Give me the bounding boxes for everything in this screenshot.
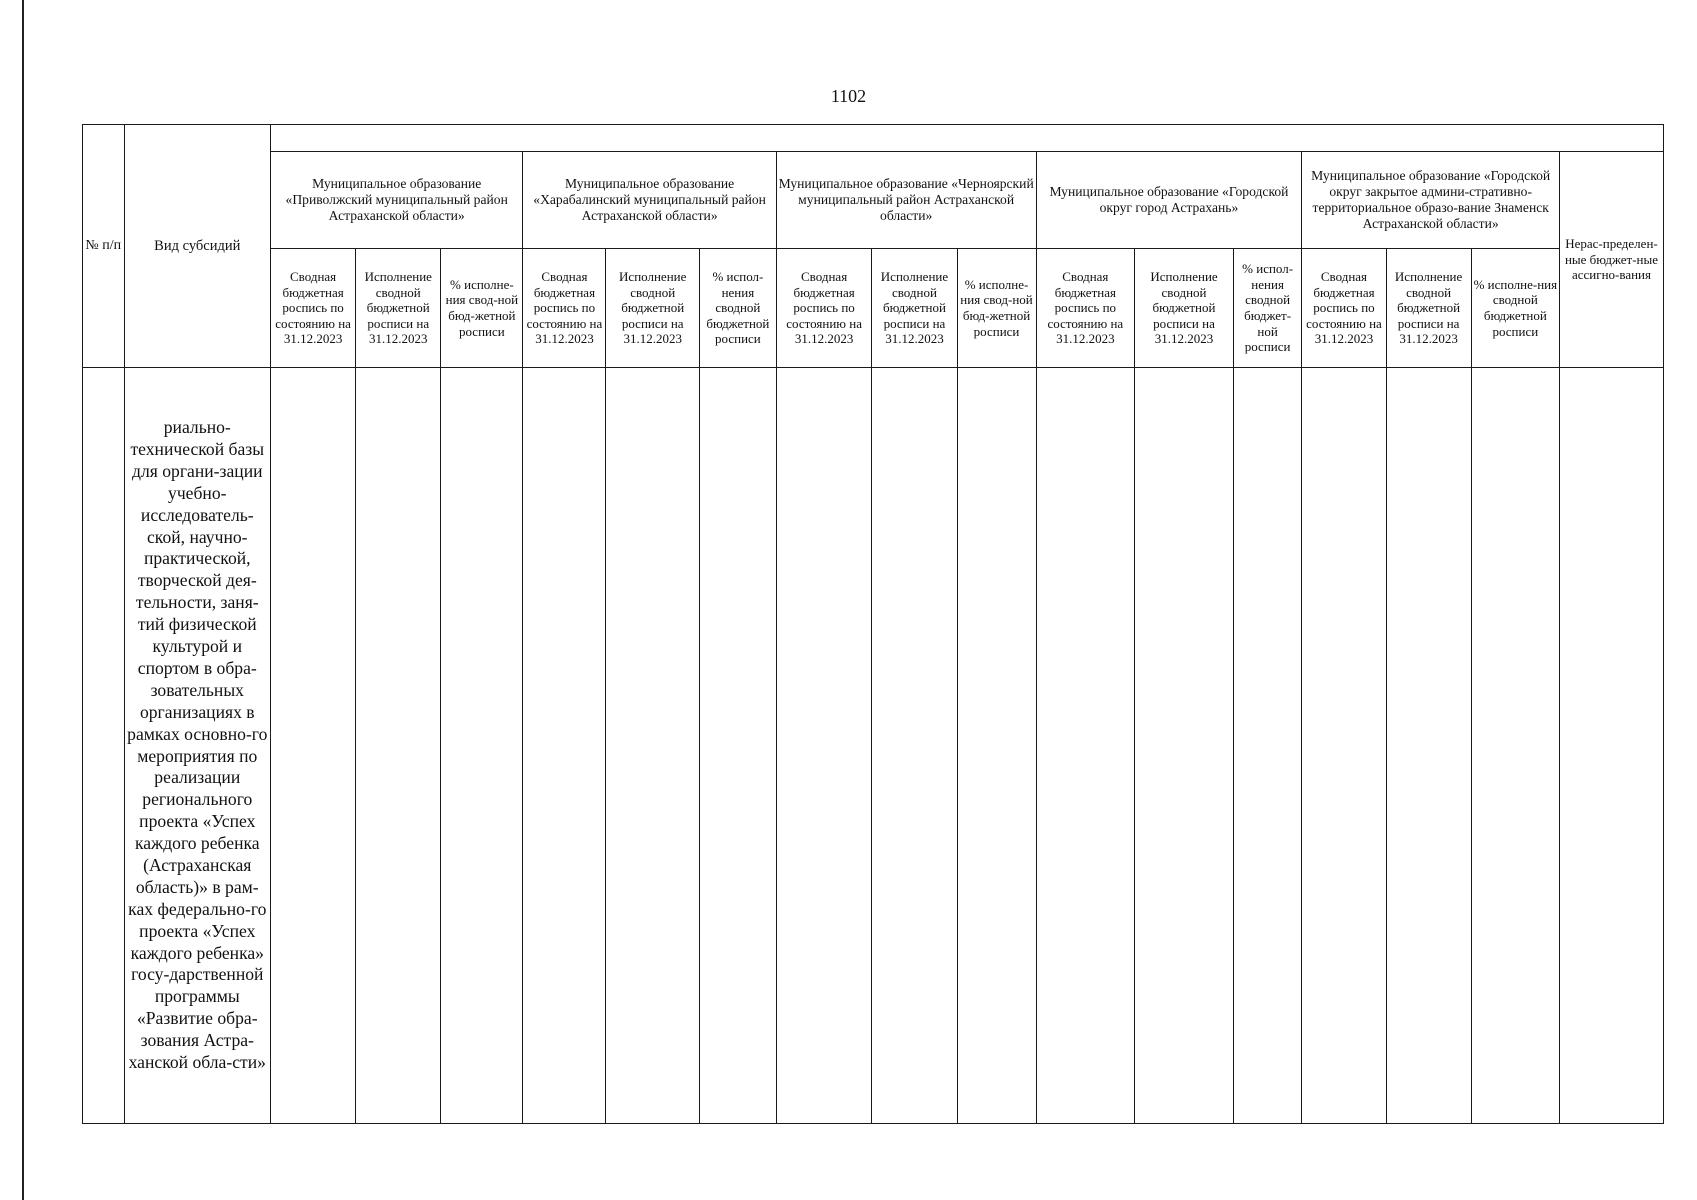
group-header-znamensk: Муниципальное образование «Городской округ закрытое админи-стративно-территориальное образо-вание Знаменск Астраханской области» (1302, 152, 1560, 249)
value-cell (1135, 368, 1234, 1124)
subheader-plan: Сводная бюджетная роспись по состоянию на 31.12.2023 (1036, 249, 1135, 368)
subheader-percent: % исполне-ния сводной бюджетной росписи (1471, 249, 1559, 368)
value-cell (872, 368, 957, 1124)
value-cell (1386, 368, 1471, 1124)
value-cell (776, 368, 872, 1124)
value-cell (1302, 368, 1386, 1124)
group-header-kharabalinsky: Муниципальное образование «Харабалинский муниципальный район Астраханской области» (523, 152, 776, 249)
header-spacer-cell (271, 125, 1664, 152)
value-cell (1036, 368, 1135, 1124)
subheader-percent: % исполне-ния свод-ной бюд-жетной росписи (441, 249, 523, 368)
value-cell (271, 368, 356, 1124)
page-number: 1102 (830, 86, 867, 106)
subheader-execution: Исполнение сводной бюджетной росписи на 31.12.2023 (1386, 249, 1471, 368)
value-cell (606, 368, 699, 1124)
group-header-chernoyarsky: Муниципальное образование «Черноярский муниципальный район Астраханской области» (776, 152, 1036, 249)
subheader-execution: Исполнение сводной бюджетной росписи на 31.12.2023 (606, 249, 699, 368)
value-cell (441, 368, 523, 1124)
col-number-header: № п/п (83, 125, 125, 368)
budget-execution-table (82, 124, 1664, 1124)
value-cell (699, 368, 776, 1124)
subsidy-kind-cell: риально-технической базы для органи-зации учебно-исследователь-ской, научно-практической, творческой дея-тельности, заня-тий физической культурой и спортом в обра-зовательных организациях в рамках основно-го мероприятия по реализации регионального проекта «Успех каждого ребенка (Астраханская область)» в рам-ках федерально-го проекта «Успех каждого ребенка» госу-дарственной программы «Развитие обра-зования Астра-ханской обла-сти» (124, 368, 270, 1124)
value-cell (957, 368, 1036, 1124)
value-cell (1233, 368, 1302, 1124)
scan-edge-line (22, 0, 24, 1200)
subheader-plan: Сводная бюджетная роспись по состоянию на 31.12.2023 (1302, 249, 1386, 368)
value-cell (1471, 368, 1559, 1124)
subheader-percent: % испол-нения сводной бюджетной росписи (699, 249, 776, 368)
value-cell (523, 368, 606, 1124)
value-cell (356, 368, 441, 1124)
subheader-plan: Сводная бюджетная роспись по состоянию на 31.12.2023 (523, 249, 606, 368)
subheader-percent: % исполне-ния свод-ной бюд-жетной росписи (957, 249, 1036, 368)
subheader-plan: Сводная бюджетная роспись по состоянию на 31.12.2023 (271, 249, 356, 368)
group-header-privolzhsky: Муниципальное образование «Приволжский муниципальный район Астраханской области» (271, 152, 523, 249)
subheader-execution: Исполнение сводной бюджетной росписи на 31.12.2023 (872, 249, 957, 368)
value-cell (1559, 368, 1663, 1124)
subheader-execution: Исполнение сводной бюджетной росписи на 31.12.2023 (356, 249, 441, 368)
table-row (83, 368, 1664, 1124)
group-header-astrakhan-city: Муниципальное образование «Городской округ город Астрахань» (1036, 152, 1302, 249)
subheader-plan: Сводная бюджетная роспись по состоянию на 31.12.2023 (776, 249, 872, 368)
col-subsidy-kind-header: Вид субсидий (124, 125, 270, 368)
row-number-cell (83, 368, 125, 1124)
col-undistributed-header: Нерас-пределен-ные бюджет-ные ассигно-вания (1559, 152, 1663, 368)
subheader-execution: Исполнение сводной бюджетной росписи на 31.12.2023 (1135, 249, 1234, 368)
subheader-percent: % испол-нения сводной бюджет-ной росписи (1233, 249, 1302, 368)
